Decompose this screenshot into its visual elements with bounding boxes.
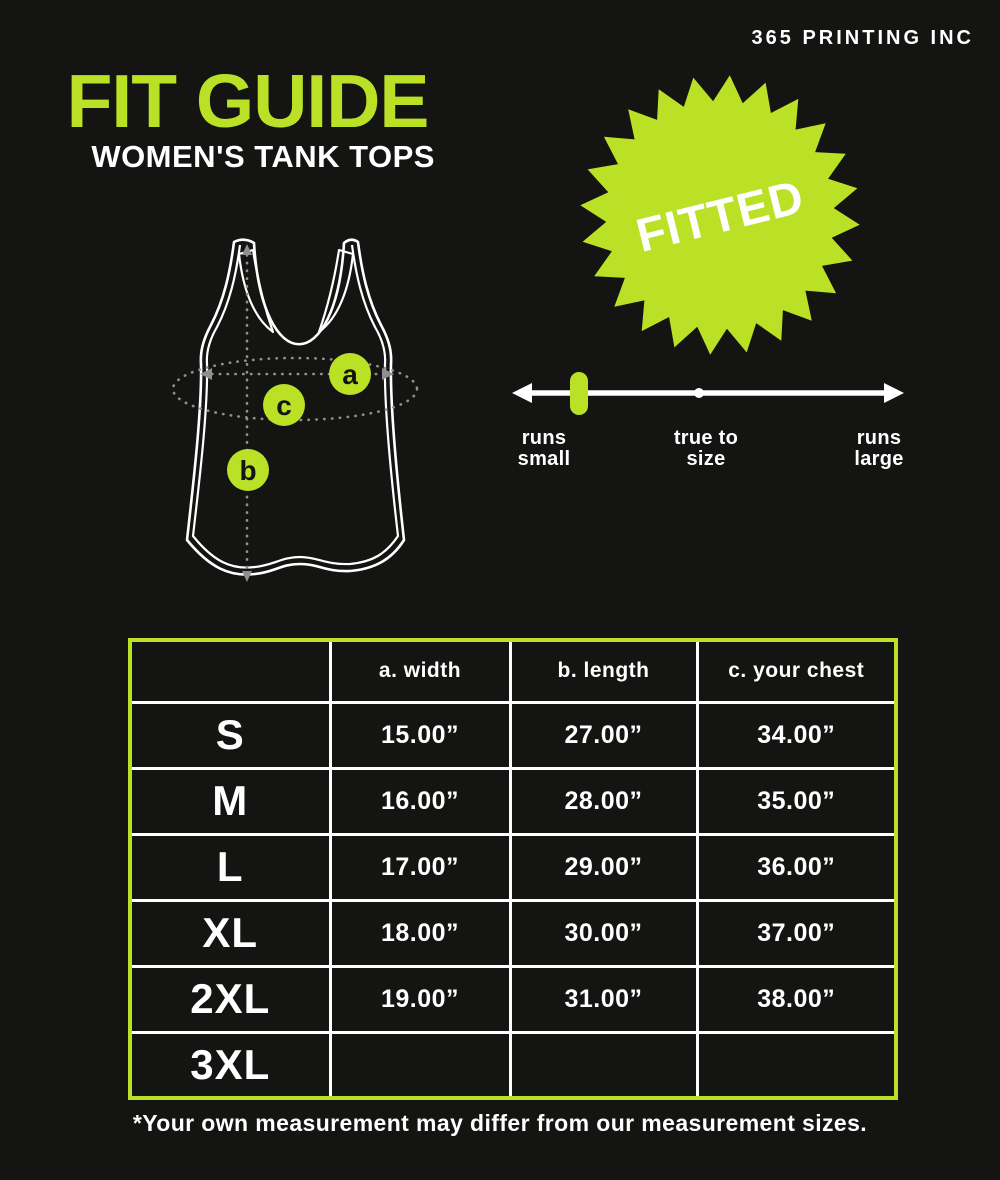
page-title: FIT GUIDE [66,59,429,143]
length-arrow-up-icon [242,244,252,255]
length-arrow-down-icon [242,571,252,582]
brand-name: 365 PRINTING INC [751,27,974,49]
chest-value: 38.00” [697,966,896,1032]
header-cell-size [130,640,330,702]
point-b-label: b [239,455,257,486]
length-value: 30.00” [510,900,697,966]
size-label: 2XL [130,966,330,1032]
length-value: 28.00” [510,768,697,834]
table-row-l [130,834,896,900]
size-label: L [130,834,330,900]
tank-top-diagram [140,228,460,588]
size-label: XL [130,900,330,966]
racerback-left-cutout [239,250,273,332]
racerback-right-cutout [319,250,353,332]
scale-label-runs-large: runs large [854,427,904,470]
length-value: 31.00” [510,966,697,1032]
width-value: 18.00” [330,900,510,966]
scale-center-dot [694,388,704,398]
point-c-label: c [276,390,292,421]
size-label: 3XL [130,1032,330,1098]
chest-value: 36.00” [697,834,896,900]
table-row-3xl [130,1032,896,1098]
width-value: 16.00” [330,768,510,834]
table-row-m [130,768,896,834]
scale-marker [570,372,588,415]
header-cell-chest: c. your chest [697,640,896,702]
length-value: 29.00” [510,834,697,900]
fit-scale [498,362,918,426]
width-value [330,1032,510,1098]
table-header-row [130,640,896,702]
length-value: 27.00” [510,702,697,768]
size-label: S [130,702,330,768]
scale-label-true-to-size: true to size [673,427,739,470]
header-cell-length: b. length [510,640,697,702]
table-row-2xl [130,966,896,1032]
scale-label-runs-small: runs small [517,427,571,470]
chest-value [697,1032,896,1098]
page-subtitle: WOMEN'S TANK TOPS [91,139,435,174]
chest-value: 37.00” [697,900,896,966]
scale-arrow-right-icon [884,383,904,403]
header-cell-width: a. width [330,640,510,702]
length-value [510,1032,697,1098]
point-a-label: a [342,359,358,390]
width-value: 17.00” [330,834,510,900]
table-row-s [130,702,896,768]
table-row-xl [130,900,896,966]
measurement-disclaimer: *Your own measurement may differ from our measurement sizes. [132,1110,868,1136]
size-table [128,638,898,1100]
width-value: 19.00” [330,966,510,1032]
scale-arrow-left-icon [512,383,532,403]
width-value: 15.00” [330,702,510,768]
size-label: M [130,768,330,834]
chest-value: 35.00” [697,768,896,834]
badge-fit-type: FITTED [630,168,810,262]
chest-value: 34.00” [697,702,896,768]
